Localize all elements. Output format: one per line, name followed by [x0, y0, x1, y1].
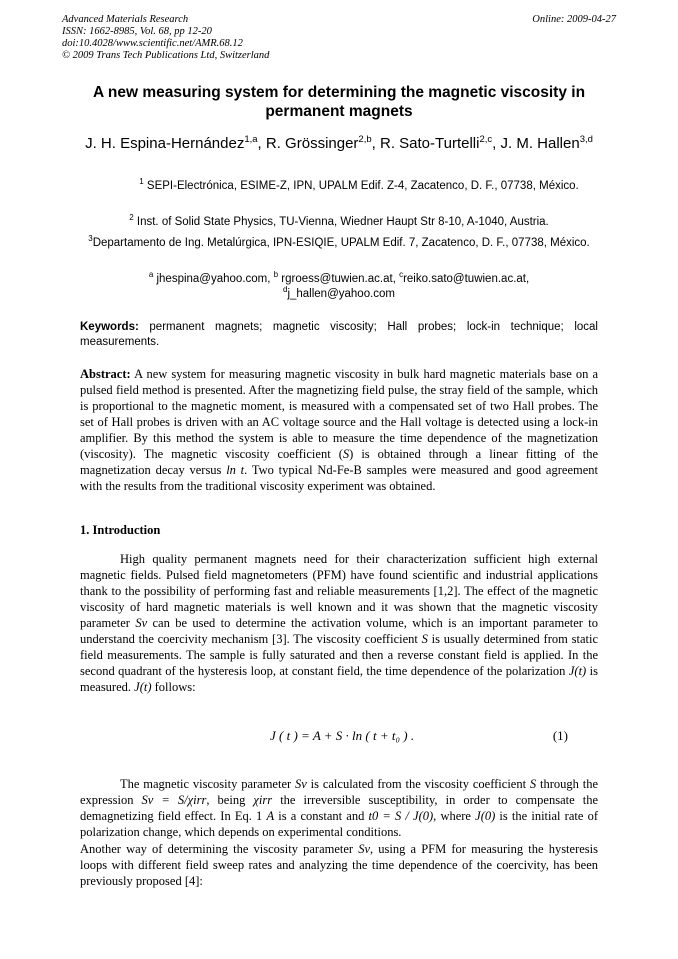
symbol-jt: J(t) — [134, 680, 152, 694]
email-list: $^a$ jhespina@yahoo.com, $^b$ rgroess@tuwien.ac.at, $^c$reiko.sato@tuwien.ac.at, $^d$j_hallen@yahoo.com — [148, 270, 530, 300]
abstract-text: . Two typical Nd-Fe-B samples were measured and good agreement with the results from the traditional viscosity experiment was obtained. — [80, 463, 598, 493]
author-list: J. H. Espina-Hernández$^{1,a}$, R. Grössinger$^{2,b}$, R. Sato-Turtelli$^{2,c}$, J. M. Hallen$^{3,d}$ — [85, 134, 593, 152]
author-name: R. Sato-Turtelli — [379, 135, 480, 152]
symbol-sv: Sv — [135, 616, 148, 630]
symbol-s: S — [421, 632, 428, 646]
affiliation-2 — [80, 215, 598, 230]
intro-paragraph-2 — [80, 776, 598, 840]
para-text: is the initial rate of polarization change, which depends on experimental conditions. — [80, 809, 598, 839]
para-text: is usually determined from static field measurements. The sample is fully saturated and then a reverse constant field is applied. In the second quadrant of the hysteresis loop, at constant field, the time dependence of the polarization — [80, 632, 598, 678]
para-text: , where — [433, 809, 476, 823]
symbol-s: S — [529, 777, 537, 791]
symbol-sv: Sv — [295, 777, 307, 791]
abstract — [80, 366, 598, 494]
keywords-text: permanent magnets; magnetic viscosity; Hall probes; lock-in technique; local measurements. — [80, 321, 598, 348]
equation-expression: J ( t ) = A + S · ln ( t + t₀ ) . — [270, 728, 415, 743]
email-sup: c — [399, 270, 404, 279]
affiliation-text: SEPI-Electrónica, ESIME-Z, IPN, UPALM Edif. Z-4, Zacatenco, D. F., 07738, México. — [146, 180, 579, 192]
email-sup: a — [148, 270, 154, 279]
equation-1 — [80, 728, 598, 746]
symbol-t0-expr: t0 = S / J(0) — [368, 809, 434, 823]
symbol-chi-irr: χirr — [253, 793, 273, 807]
para-text: , being — [206, 793, 254, 807]
author-name: R. Grössinger — [265, 135, 359, 152]
para-text: the irreversible susceptibility, in order to compensate the demagnetizing field effect. In Eq. 1 — [80, 793, 598, 823]
online-date: Online: 2009-04-27 — [532, 14, 616, 25]
para-text: The magnetic viscosity parameter — [120, 777, 296, 791]
journal-copyright: © 2009 Trans Tech Publications Ltd, Switzerland — [62, 50, 270, 61]
symbol-sv-expr: Sv = S/χirr — [141, 793, 207, 807]
author-sup: 1,a — [244, 134, 258, 145]
journal-doi[interactable]: doi:10.4028/www.scientific.net/AMR.68.12 — [62, 38, 243, 49]
abstract-text: ) is obtained through a linear fitting of the magnetization decay versus — [80, 447, 598, 477]
affiliation-text: Inst. of Solid State Physics, TU-Vienna, Wiedner Haupt Str 8-10, A-1040, Austria. — [136, 216, 549, 228]
journal-issn: ISSN: 1662-8985, Vol. 68, pp 12-20 — [62, 26, 212, 37]
para-text: follows: — [151, 680, 196, 694]
email-link[interactable]: jhespina@yahoo.com — [156, 273, 268, 285]
section-heading: 1. Introduction — [80, 523, 161, 537]
journal-header — [62, 14, 269, 62]
affiliation-sup: 1 — [139, 177, 144, 186]
affiliation-1 — [80, 179, 598, 194]
paper-title: A new measuring system for determining the magnetic viscosity in permanent magnets — [92, 84, 586, 120]
para-text: , using a PFM for measuring the hysteresis loops with different field sweep rates and analyzing the time dependence of the coercivity, has been previously proposed [4]: — [80, 842, 598, 888]
abstract-symbol: S — [342, 447, 350, 461]
affiliation-sup: 2 — [129, 213, 134, 222]
para-text: is a constant and — [274, 809, 369, 823]
para-text: High quality permanent magnets need for their characterization sufficient high external magnetic fields. Pulsed field magnetometers (PFM) have found scientific and industrial applications thank to the possibility of performing fast and reliable measurements [1,2]. The effect of the magnetic viscosity of hard magnetic materials is well known and it was shown that the magnetic viscosity parameter — [80, 552, 598, 630]
affiliation-text: Departamento de Ing. Metalúrgica, IPN-ESIQIE, UPALM Edif. 7, Zacatenco, D. F., 07738, México. — [92, 237, 590, 249]
para-text: Another way of determining the viscosity parameter — [80, 842, 359, 856]
para-text: is calculated from the viscosity coefficient — [306, 777, 530, 791]
para-text: through the expression — [80, 777, 598, 807]
journal-name: Advanced Materials Research — [62, 14, 189, 25]
author-name: J. H. Espina-Hernández — [85, 135, 245, 152]
email-sup: d — [282, 285, 288, 294]
symbol-j0: J(0) — [475, 809, 496, 823]
para-text: can be used to determine the activation volume, which is an important parameter to understand the coercivity mechanism [3]. The viscosity coefficient — [80, 616, 599, 646]
email-link[interactable]: j_hallen@yahoo.com — [287, 288, 396, 300]
affiliation-sup: 3 — [88, 234, 93, 243]
author-name: J. M. Hallen — [500, 135, 580, 152]
author-sup: 2,b — [358, 134, 372, 145]
author-sup: 3,d — [579, 134, 593, 145]
abstract-text: A new system for measuring magnetic viscosity in bulk hard magnetic materials base on a pulsed field method is presented. After the magnetizing field pulse, the stray field of the sample, which is proportional to the magnetic moment, is measured with a compensated set of two Hall probes. The set of Hall probes is driven with an AC voltage source and the Hall voltage is detected using a lock-in amplifier. By this method the system is able to measure the time dependence of the magnetization (viscosity). The magnetic viscosity coefficient ( — [80, 367, 598, 461]
author-sup: 2,c — [479, 134, 493, 145]
email-link[interactable]: rgroess@tuwien.ac.at — [281, 273, 393, 285]
affiliation-3 — [80, 236, 598, 251]
email-link[interactable]: reiko.sato@tuwien.ac.at — [403, 273, 526, 285]
abstract-label: Abstract: — [80, 367, 131, 381]
equation-number: (1) — [552, 728, 568, 743]
para-text: is measured. — [80, 664, 599, 694]
symbol-sv: Sv — [358, 842, 371, 856]
keywords — [80, 320, 598, 350]
keywords-label: Keywords: — [80, 321, 139, 333]
abstract-symbol: ln t — [226, 463, 245, 477]
symbol-a: A — [266, 809, 275, 823]
intro-paragraph-1 — [80, 551, 598, 695]
symbol-jt: J(t) — [568, 664, 587, 678]
intro-paragraph-3 — [80, 841, 598, 889]
email-sup: b — [273, 270, 279, 279]
